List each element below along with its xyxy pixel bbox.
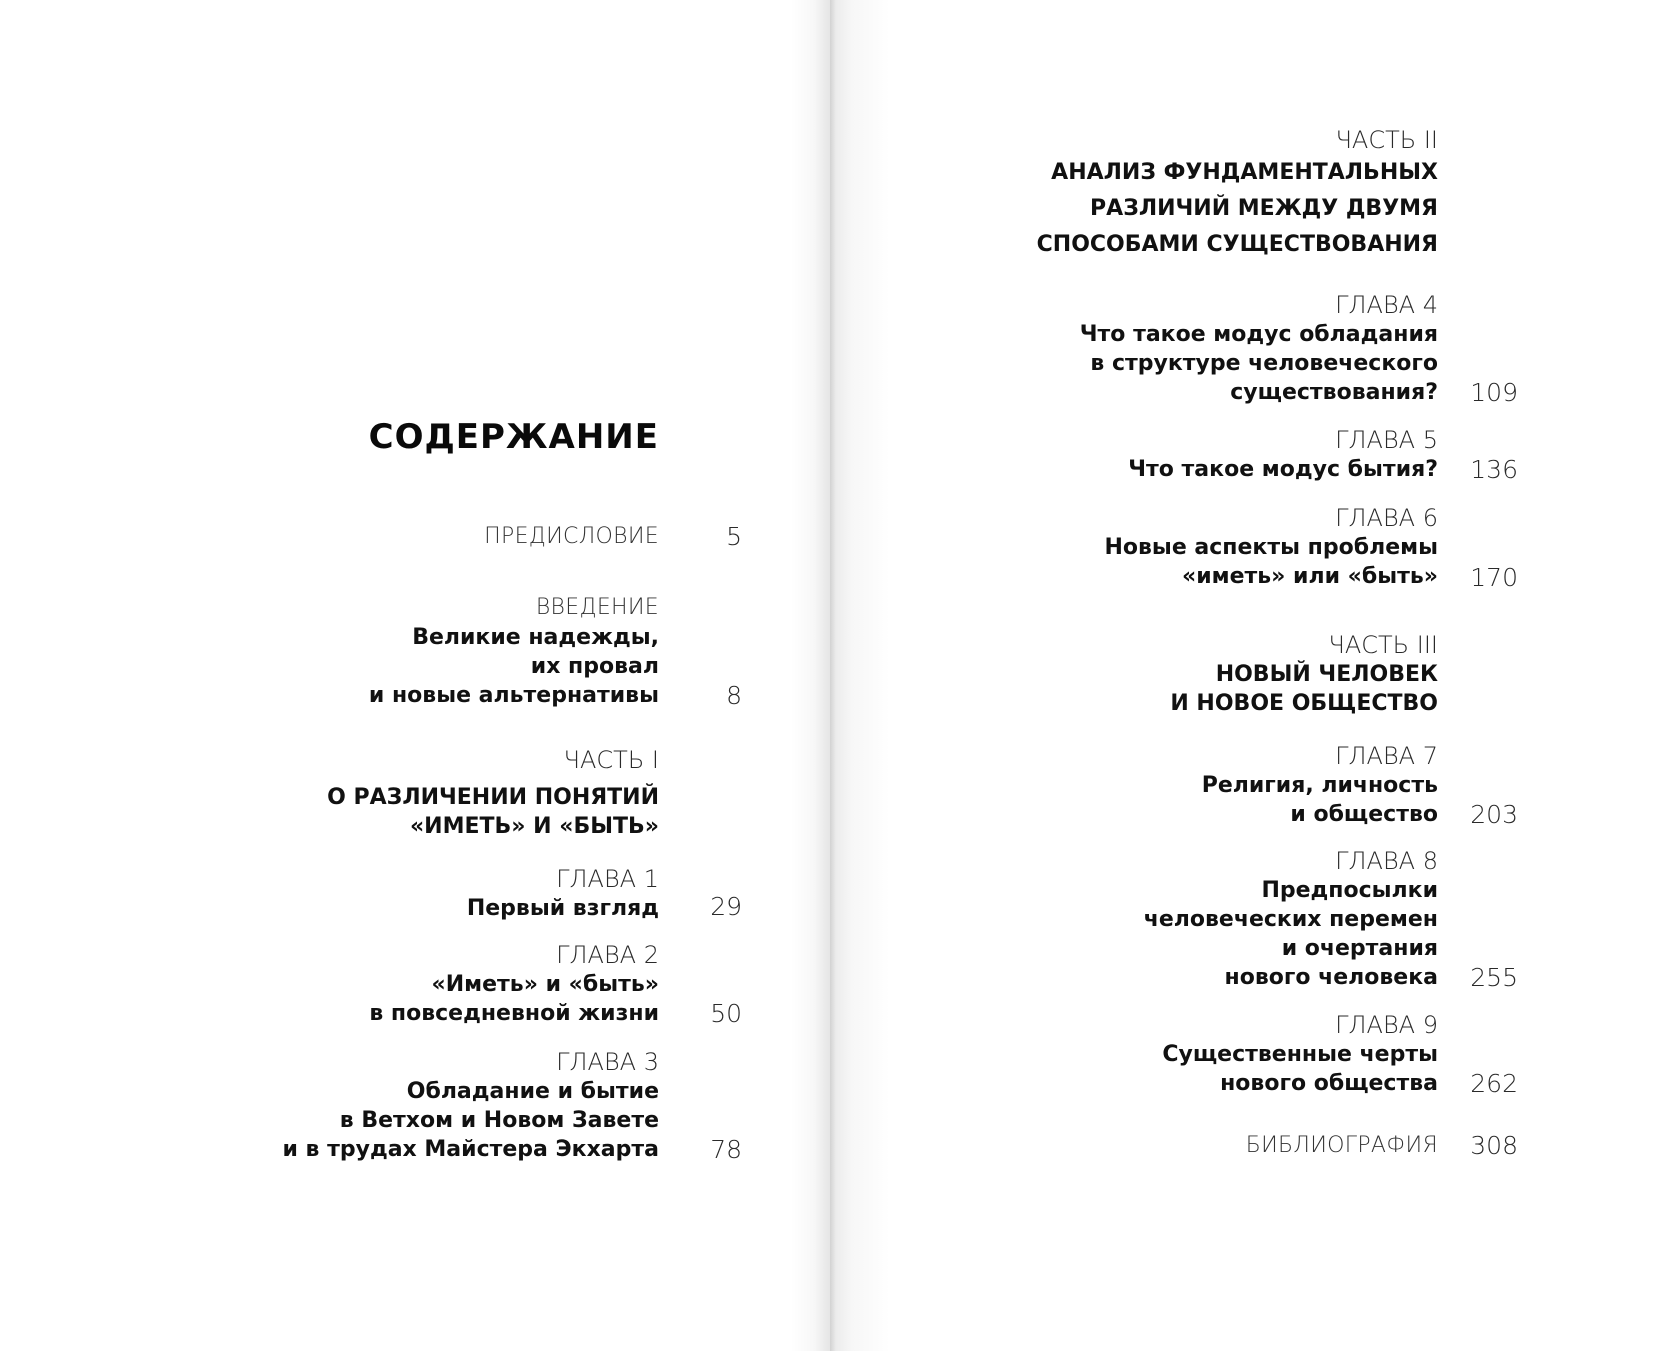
- page-number: 29: [710, 892, 742, 921]
- toc-entry-chapter-7[interactable]: [1202, 741, 1438, 829]
- chapter-label: ГЛАВА 8: [1335, 847, 1438, 875]
- toc-entry-bibliography[interactable]: [1246, 1131, 1438, 1161]
- toc-entry-introduction[interactable]: [369, 593, 659, 710]
- entry-title-line: Предпосылки: [1261, 878, 1438, 903]
- part-title-line: «ИМЕТЬ» И «БЫТЬ»: [409, 814, 659, 839]
- entry-title-line: Первый взгляд: [466, 896, 659, 921]
- chapter-label: ГЛАВА 2: [556, 941, 659, 969]
- part-label: ЧАСТЬ III: [1328, 631, 1438, 659]
- part-label: ЧАСТЬ I: [563, 746, 659, 774]
- toc-heading: СОДЕРЖАНИЕ: [368, 417, 659, 457]
- entry-title-line: существования?: [1230, 380, 1438, 405]
- toc-entry-part-3[interactable]: [1170, 630, 1438, 718]
- chapter-label: ГЛАВА 6: [1335, 504, 1438, 532]
- entry-title-line: «Иметь» и «быть»: [431, 972, 659, 997]
- toc-entry-chapter-9[interactable]: [1162, 1010, 1438, 1098]
- chapter-label: ГЛАВА 7: [1335, 742, 1438, 770]
- entry-title-line: их провал: [530, 654, 659, 679]
- right-page: [830, 0, 1668, 1351]
- part-title-line: О РАЗЛИЧЕНИИ ПОНЯТИЙ: [327, 785, 659, 810]
- entry-title-line: Религия, личность: [1201, 773, 1438, 798]
- entry-title-line: нового общества: [1220, 1071, 1438, 1096]
- toc-entry-part-1[interactable]: [327, 745, 659, 841]
- entry-title-line: в структуре человеческого: [1090, 351, 1438, 376]
- entry-title-line: и общество: [1290, 802, 1438, 827]
- page-number: 136: [1470, 455, 1518, 484]
- chapter-label: ГЛАВА 5: [1335, 426, 1438, 454]
- toc-entry-chapter-8[interactable]: [1144, 846, 1438, 992]
- part-title-line: СПОСОБАМИ СУЩЕСТВОВАНИЯ: [1036, 232, 1438, 257]
- page-number: 50: [710, 999, 742, 1028]
- toc-entry-part-2[interactable]: [1037, 125, 1438, 263]
- page-number: 78: [710, 1135, 742, 1164]
- left-page: [0, 0, 830, 1351]
- toc-entry-preface[interactable]: [484, 522, 659, 552]
- entry-title-line: в Ветхом и Новом Завете: [339, 1108, 659, 1133]
- chapter-label: ГЛАВА 3: [556, 1048, 659, 1076]
- entry-label: ВВЕДЕНИЕ: [535, 595, 659, 620]
- entry-title-line: и в трудах Майстера Экхарта: [282, 1137, 659, 1162]
- page-number: 109: [1470, 378, 1518, 407]
- entry-label: БИБЛИОГРАФИЯ: [1245, 1133, 1438, 1158]
- entry-title-line: в повседневной жизни: [369, 1001, 659, 1026]
- page-number: 262: [1470, 1069, 1518, 1098]
- toc-entry-chapter-3[interactable]: [282, 1047, 659, 1164]
- page-number: 8: [726, 681, 742, 710]
- part-label: ЧАСТЬ II: [1335, 126, 1438, 154]
- page-number: 203: [1470, 800, 1518, 829]
- entry-title-line: Великие надежды,: [412, 625, 659, 650]
- page-number: 308: [1470, 1131, 1518, 1160]
- entry-title-line: нового человека: [1224, 965, 1438, 990]
- toc-entry-chapter-5[interactable]: [1128, 425, 1438, 484]
- entry-label: ПРЕДИСЛОВИЕ: [484, 524, 659, 549]
- part-title-line: НОВЫЙ ЧЕЛОВЕК: [1215, 662, 1438, 687]
- page-number: 5: [726, 522, 742, 551]
- entry-title-line: Что такое модус бытия?: [1128, 457, 1438, 482]
- part-title-line: И НОВОЕ ОБЩЕСТВО: [1170, 691, 1438, 716]
- gutter-shadow: [790, 0, 830, 1351]
- entry-title-line: Новые аспекты проблемы: [1104, 535, 1438, 560]
- part-title-line: РАЗЛИЧИЙ МЕЖДУ ДВУМЯ: [1090, 196, 1438, 221]
- page-number: 170: [1470, 563, 1518, 592]
- chapter-label: ГЛАВА 4: [1335, 291, 1438, 319]
- toc-entry-chapter-2[interactable]: [369, 940, 659, 1028]
- chapter-label: ГЛАВА 9: [1335, 1011, 1438, 1039]
- entry-title-line: Обладание и бытие: [406, 1079, 659, 1104]
- entry-title-line: и очертания: [1281, 936, 1438, 961]
- entry-title-line: и новые альтернативы: [368, 683, 659, 708]
- entry-title-line: «иметь» или «быть»: [1181, 564, 1438, 589]
- page-number: 255: [1470, 963, 1518, 992]
- toc-entry-chapter-1[interactable]: [467, 864, 659, 923]
- toc-entry-chapter-4[interactable]: [1080, 290, 1438, 407]
- entry-title-line: Что такое модус обладания: [1079, 322, 1438, 347]
- part-title-line: АНАЛИЗ ФУНДАМЕНТАЛЬНЫХ: [1051, 160, 1438, 185]
- chapter-label: ГЛАВА 1: [556, 865, 659, 893]
- toc-entry-chapter-6[interactable]: [1104, 503, 1438, 591]
- entry-title-line: Существенные черты: [1162, 1042, 1438, 1067]
- entry-title-line: человеческих перемен: [1143, 907, 1438, 932]
